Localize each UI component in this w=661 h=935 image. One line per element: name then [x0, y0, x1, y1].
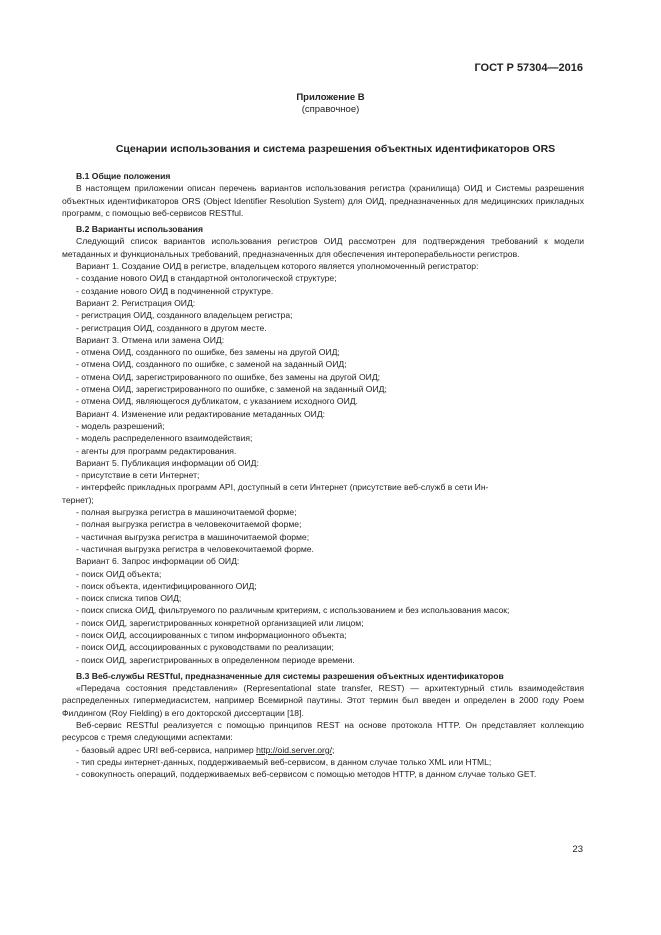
section-b2-intro: Следующий список вариантов использования регистров ОИД рассмотрен для подтверждения требований к модели метаданных и функциональных требований, предназначенных для обеспечения интероперабельности регистров. [62, 236, 584, 259]
list-item: - поиск ОИД, зарегистрированных в определенном периоде времени. [76, 654, 355, 665]
list-item: - агенты для программ редактирования. [76, 445, 237, 456]
appendix-note: (справочное) [301, 104, 360, 115]
list-item: Вариант 5. Публикация информации об ОИД: [76, 457, 259, 468]
list-item: - интерфейс прикладных программ API, доступный в сети Интернет (присутствие веб-служб в сети Ин- [76, 482, 489, 493]
list-item: - поиск ОИД, ассоциированных с руководствами по реализации; [76, 642, 334, 653]
list-item: - частичная выгрузка регистра в машиночитаемой форме; [76, 531, 310, 542]
use-case-list-continued [62, 506, 584, 666]
section-b3-paragraph-1: «Передача состояния представления» (Representational state transfer, REST) — архитектурный стиль взаимодействия распределенных гипермедиасистем, например Всемирной паутины. Этот термин был введен и определен в 2000 году Роем Филдингом (Roy Fielding) в его докторской диссертации [18]. [62, 683, 584, 718]
list-item-text: ; [332, 744, 335, 755]
list-item: Вариант 1. Создание ОИД в регистре, владельцем которого является уполномоченный регистратор: [76, 261, 479, 272]
list-item: - отмена ОИД, созданного по ошибке, с заменой на заданный ОИД; [76, 359, 347, 370]
list-item: Вариант 4. Изменение или редактирование метаданных ОИД: [76, 408, 326, 419]
list-item: - поиск ОИД, ассоциированных с типом информационного объекта; [76, 629, 347, 640]
list-item: - отмена ОИД, являющегося дубликатом, с указанием исходного ОИД. [76, 396, 358, 407]
list-item: Вариант 6. Запрос информации об ОИД: [76, 556, 240, 567]
section-b1-heading: В.1 Общие положения [76, 171, 171, 181]
list-item: - отмена ОИД, зарегистрированного по ошибке, без замены на другой ОИД; [76, 371, 381, 382]
list-item-continuation: тернет); [62, 494, 94, 505]
list-item-base-uri [62, 744, 584, 756]
list-item-text: - базовый адрес URI веб-сервиса, например [76, 744, 257, 755]
list-item: - частичная выгрузка регистра в человекочитаемой форме. [76, 543, 314, 554]
list-item: - создание нового ОИД в стандартной онтологической структуре; [76, 273, 337, 284]
document-title: Сценарии использования и система разрешения объектных идентификаторов ORS [115, 143, 556, 155]
list-item: - полная выгрузка регистра в машиночитаемой форме; [76, 507, 297, 518]
list-item: - регистрация ОИД, созданного в другом месте. [76, 322, 267, 333]
section-b3-heading: В.3 Веб-службы RESTful, предназначенные для системы разрешения объектных идентификаторов [76, 670, 504, 681]
list-item-media-type: - тип среды интернет-данных, поддерживаемый веб-сервисом, в данном случае только XML или HTML; [76, 756, 492, 767]
list-item: - отмена ОИД, созданного по ошибке, без замены на другой ОИД; [76, 347, 340, 358]
list-item: - поиск ОИД объекта; [76, 568, 162, 579]
section-b1-paragraph: В настоящем приложении описан перечень вариантов использования регистра (хранилища) ОИД и Системы разрешения объектных идентификаторов ORS (Object Identifier Resolution System) для ОИД, предназначенных для медицинских прикладных программ, с помощью веб-сервисов RESTful. [62, 183, 584, 218]
list-item: - поиск списка типов ОИД; [76, 593, 182, 604]
page-number: 23 [572, 844, 583, 855]
document-body [62, 168, 584, 781]
list-item: - модель распределенного взаимодействия; [76, 433, 253, 444]
list-item: - отмена ОИД, зарегистрированного по ошибке, с заменой на заданный ОИД; [76, 384, 387, 395]
list-item: - полная выгрузка регистра в человекочитаемой форме; [76, 519, 302, 530]
appendix-title: Приложение В [296, 92, 365, 103]
list-item: - присутствие в сети Интернет; [76, 470, 200, 481]
list-item: - создание нового ОИД в подчиненной структуре. [76, 285, 274, 296]
list-item: Вариант 2. Регистрация ОИД: [76, 297, 196, 308]
section-b3-paragraph-2: Веб-сервис RESTful реализуется с помощью принципов REST на основе протокола HTTP. Он представляет коллекцию ресурсов с тремя следующими аспектами: [62, 720, 584, 743]
standard-number: ГОСТ Р 57304—2016 [474, 62, 583, 74]
list-item: Вариант 3. Отмена или замена ОИД: [76, 334, 225, 345]
list-item-operations: - совокупность операций, поддерживаемых веб-сервисом с помощью методов HTTP, в данном случае только GET. [76, 769, 537, 780]
list-item: - регистрация ОИД, созданного владельцем регистра; [76, 310, 293, 321]
use-case-list [62, 260, 584, 481]
list-item: - поиск списка ОИД, фильтруемого по различным критериям, с использованием и без использования масок; [76, 605, 510, 616]
example-url-link[interactable]: http://oid.server.org/ [256, 744, 333, 755]
list-item: - поиск ОИД, зарегистрированных конкретной организацией или лицом; [76, 617, 364, 628]
section-b2-heading: В.2 Варианты использования [76, 224, 203, 235]
list-item: - поиск объекта, идентифицированного ОИД; [76, 580, 257, 591]
list-item: - модель разрешений; [76, 420, 165, 431]
